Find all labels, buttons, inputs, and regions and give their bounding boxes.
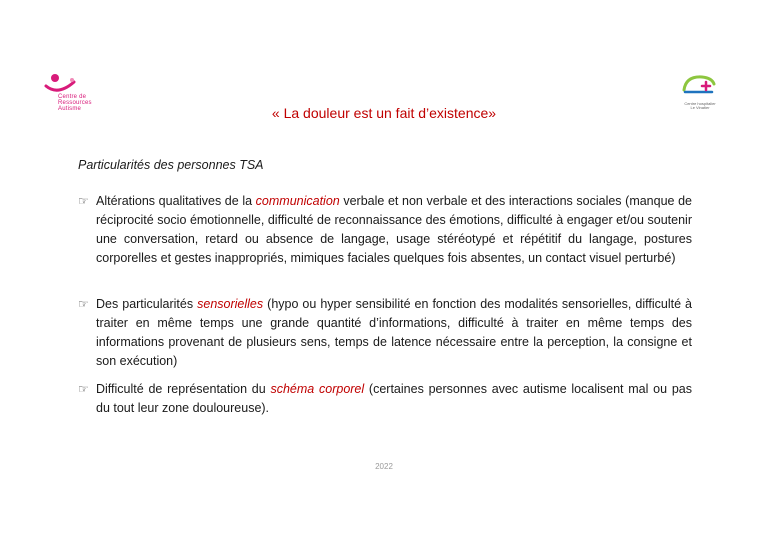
- footer-year: 2022: [375, 462, 393, 471]
- vinatier-logo-mark: [676, 72, 720, 102]
- cra-logo-mark: [44, 72, 84, 96]
- bullet-text: Altérations qualitatives de la communication verbale et non verbale et des interactions sociales (manque de réciprocité socio émotionnelle, difficulté de reconnaissance des émotions, difficulté à engager et/ou soutenir une conversation, retard ou absence de langage, usage stéréotypé et répétitif du langage, postures corporelles et gestes inappropriés, mimiques faciales quelques fois absentes, un contact visuel perturbé): [96, 194, 693, 265]
- pointing-hand-icon: ☞: [78, 297, 89, 311]
- bullet-body-schema: [78, 380, 692, 418]
- bullet-text: Difficulté de représentation du schéma corporel (certaines personnes avec autisme localisent mal ou pas du tout leur zone douloureuse).: [96, 382, 692, 415]
- page-title: « La douleur est un fait d’existence»: [271, 105, 497, 121]
- bullet-text: Des particularités sensorielles (hypo ou hyper sensibilité en fonction des modalités sensorielles, difficulté à traiter en même temps une grande quantité d’informations, difficulté à traiter en même temps des informations provenant de plusieurs sens, temps de latence nécessaire entre la perception, la consigne et son exécution): [96, 297, 692, 368]
- section-title: Particularités des personnes TSA: [78, 158, 264, 172]
- pointing-hand-icon: ☞: [78, 194, 89, 208]
- bullet-sensory: [78, 295, 692, 371]
- pointing-hand-icon: ☞: [78, 382, 89, 396]
- vinatier-logo-text: Centre hospitalier Le Vinatier: [684, 101, 716, 111]
- bullet-communication: [78, 192, 692, 268]
- cra-logo-text: Centre de Ressources Autisme: [58, 94, 92, 113]
